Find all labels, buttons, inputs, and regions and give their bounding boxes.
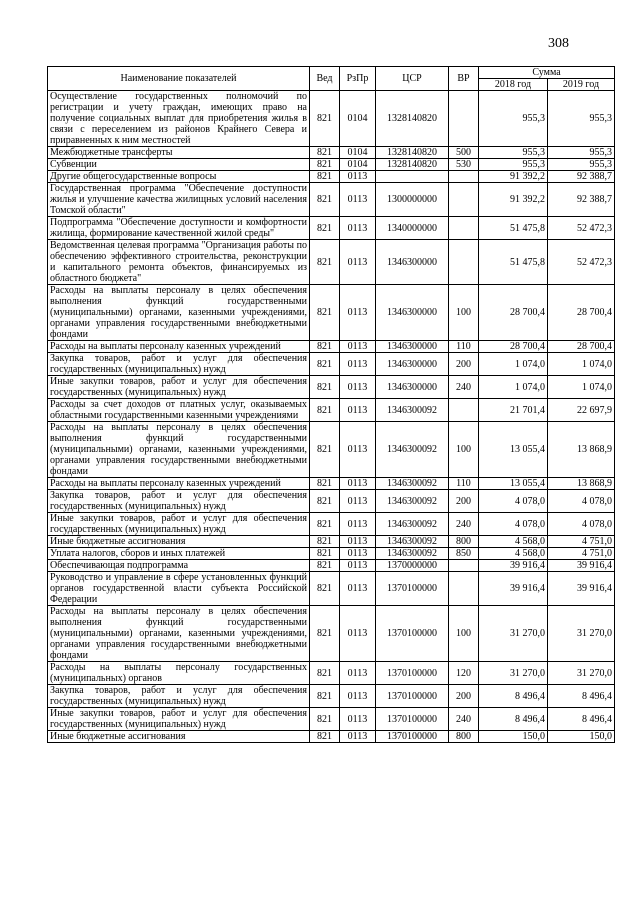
cell-sum-2018: 13 055,4	[479, 422, 548, 478]
cell-ved: 821	[310, 490, 340, 513]
cell-sum-2018: 4 568,0	[479, 548, 548, 560]
cell-rzpr: 0113	[340, 560, 376, 572]
cell-sum-2018: 150,0	[479, 731, 548, 743]
cell-sum-2018: 39 916,4	[479, 560, 548, 572]
cell-ved: 821	[310, 240, 340, 285]
table-row	[48, 91, 615, 147]
cell-vr	[449, 171, 479, 183]
cell-rzpr: 0113	[340, 685, 376, 708]
cell-rzpr: 0113	[340, 548, 376, 560]
cell-ved: 821	[310, 341, 340, 353]
cell-sum-2019: 28 700,4	[548, 285, 615, 341]
cell-sum-2018: 91 392,2	[479, 171, 548, 183]
cell-vr: 240	[449, 708, 479, 731]
cell-sum-2019: 52 472,3	[548, 240, 615, 285]
cell-sum-2019: 31 270,0	[548, 606, 615, 662]
cell-vr	[449, 183, 479, 217]
cell-ved: 821	[310, 560, 340, 572]
cell-sum-2019: 92 388,7	[548, 183, 615, 217]
cell-ved: 821	[310, 536, 340, 548]
cell-csr: 1346300092	[376, 490, 449, 513]
table-row	[48, 171, 615, 183]
table-row	[48, 240, 615, 285]
cell-sum-2018: 28 700,4	[479, 341, 548, 353]
cell-sum-2019: 13 868,9	[548, 422, 615, 478]
header-csr: ЦСР	[376, 67, 449, 91]
cell-csr: 1346300092	[376, 513, 449, 536]
cell-csr: 1328140820	[376, 147, 449, 159]
cell-name: Руководство и управление в сфере установленных функций органов государственной власти субъекта Российской Федерации	[48, 572, 310, 606]
cell-sum-2018: 21 701,4	[479, 399, 548, 422]
table-row	[48, 685, 615, 708]
table-row	[48, 560, 615, 572]
cell-sum-2019: 8 496,4	[548, 708, 615, 731]
cell-name: Ведомственная целевая программа "Организация работы по обеспечению эффективного строительства, реконструкции и капитального ремонта объектов, финансируемых из областного бюджета"	[48, 240, 310, 285]
cell-name: Иные закупки товаров, работ и услуг для обеспечения государственных (муниципальных) нужд	[48, 708, 310, 731]
cell-name: Обеспечивающая подпрограмма	[48, 560, 310, 572]
cell-name: Другие общегосударственные вопросы	[48, 171, 310, 183]
table-row	[48, 662, 615, 685]
cell-rzpr: 0113	[340, 217, 376, 240]
cell-name: Иные закупки товаров, работ и услуг для обеспечения государственных (муниципальных) нужд	[48, 513, 310, 536]
cell-sum-2019: 150,0	[548, 731, 615, 743]
cell-vr	[449, 240, 479, 285]
cell-sum-2019: 955,3	[548, 147, 615, 159]
cell-ved: 821	[310, 731, 340, 743]
cell-sum-2019: 4 751,0	[548, 536, 615, 548]
cell-sum-2019: 955,3	[548, 159, 615, 171]
cell-ved: 821	[310, 548, 340, 560]
cell-name: Иные бюджетные ассигнования	[48, 731, 310, 743]
table-row	[48, 159, 615, 171]
header-year-2019: 2019 год	[548, 79, 615, 91]
cell-csr: 1370100000	[376, 572, 449, 606]
cell-ved: 821	[310, 685, 340, 708]
cell-vr: 200	[449, 685, 479, 708]
cell-csr	[376, 171, 449, 183]
table-row	[48, 147, 615, 159]
cell-name: Расходы на выплаты персоналу в целях обеспечения выполнения функций государственными (муниципальными) органами, казенными учреждениями, органами управления государственными внебюджетными фондами	[48, 285, 310, 341]
cell-csr: 1346300000	[376, 240, 449, 285]
cell-csr: 1346300000	[376, 353, 449, 376]
cell-sum-2019: 1 074,0	[548, 376, 615, 399]
header-name: Наименование показателей	[48, 67, 310, 91]
table-row	[48, 422, 615, 478]
cell-ved: 821	[310, 159, 340, 171]
cell-vr: 110	[449, 341, 479, 353]
cell-csr: 1346300092	[376, 548, 449, 560]
cell-sum-2018: 1 074,0	[479, 353, 548, 376]
cell-vr	[449, 399, 479, 422]
cell-csr: 1346300092	[376, 536, 449, 548]
table-row	[48, 341, 615, 353]
cell-csr: 1346300092	[376, 422, 449, 478]
table-row	[48, 708, 615, 731]
table-row	[48, 217, 615, 240]
cell-csr: 1370100000	[376, 685, 449, 708]
table-row	[48, 536, 615, 548]
cell-sum-2018: 4 568,0	[479, 536, 548, 548]
cell-sum-2018: 4 078,0	[479, 490, 548, 513]
cell-name: Осуществление государственных полномочий по регистрации и учету граждан, имеющих право на получение социальных выплат для приобретения жилья в связи с переселением из районов Крайнего Севера и приравненных к ним местностей	[48, 91, 310, 147]
cell-name: Иные закупки товаров, работ и услуг для обеспечения государственных (муниципальных) нужд	[48, 376, 310, 399]
cell-vr	[449, 91, 479, 147]
cell-csr: 1370100000	[376, 708, 449, 731]
cell-rzpr: 0113	[340, 183, 376, 217]
cell-name: Расходы за счет доходов от платных услуг, оказываемых областными государственными казенными учреждениями	[48, 399, 310, 422]
table-row	[48, 183, 615, 217]
cell-rzpr: 0104	[340, 91, 376, 147]
cell-ved: 821	[310, 171, 340, 183]
cell-ved: 821	[310, 422, 340, 478]
cell-sum-2019: 4 751,0	[548, 548, 615, 560]
cell-rzpr: 0113	[340, 376, 376, 399]
cell-csr: 1346300092	[376, 478, 449, 490]
cell-rzpr: 0113	[340, 513, 376, 536]
cell-rzpr: 0113	[340, 353, 376, 376]
cell-sum-2018: 51 475,8	[479, 217, 548, 240]
header-ved: Вед	[310, 67, 340, 91]
cell-name: Закупка товаров, работ и услуг для обеспечения государственных (муниципальных) нужд	[48, 490, 310, 513]
cell-sum-2019: 4 078,0	[548, 513, 615, 536]
cell-ved: 821	[310, 513, 340, 536]
table-row	[48, 548, 615, 560]
table-row	[48, 478, 615, 490]
cell-rzpr: 0113	[340, 240, 376, 285]
table-row	[48, 399, 615, 422]
table-row	[48, 513, 615, 536]
cell-ved: 821	[310, 147, 340, 159]
cell-csr: 1370000000	[376, 560, 449, 572]
cell-name: Расходы на выплаты персоналу в целях обеспечения выполнения функций государственными (муниципальными) органами, казенными учреждениями, органами управления государственными внебюджетными фондами	[48, 422, 310, 478]
cell-ved: 821	[310, 217, 340, 240]
cell-rzpr: 0104	[340, 159, 376, 171]
cell-vr: 530	[449, 159, 479, 171]
cell-name: Расходы на выплаты персоналу в целях обеспечения выполнения функций государственными (муниципальными) органами, казенными учреждениями, органами управления государственными внебюджетными фондами	[48, 606, 310, 662]
header-vr: ВР	[449, 67, 479, 91]
cell-sum-2018: 8 496,4	[479, 708, 548, 731]
cell-csr: 1370100000	[376, 731, 449, 743]
cell-sum-2019: 4 078,0	[548, 490, 615, 513]
cell-sum-2019: 92 388,7	[548, 171, 615, 183]
cell-csr: 1346300000	[376, 341, 449, 353]
cell-sum-2019: 52 472,3	[548, 217, 615, 240]
cell-sum-2018: 1 074,0	[479, 376, 548, 399]
cell-name: Расходы на выплаты персоналу казенных учреждений	[48, 341, 310, 353]
header-rzpr: РзПр	[340, 67, 376, 91]
cell-ved: 821	[310, 285, 340, 341]
cell-vr: 240	[449, 376, 479, 399]
cell-ved: 821	[310, 376, 340, 399]
cell-sum-2019: 39 916,4	[548, 572, 615, 606]
cell-vr: 200	[449, 490, 479, 513]
cell-rzpr: 0113	[340, 490, 376, 513]
cell-csr: 1370100000	[376, 662, 449, 685]
cell-csr: 1346300092	[376, 399, 449, 422]
table-row	[48, 376, 615, 399]
cell-sum-2018: 955,3	[479, 147, 548, 159]
cell-vr	[449, 560, 479, 572]
cell-sum-2019: 39 916,4	[548, 560, 615, 572]
cell-sum-2018: 955,3	[479, 159, 548, 171]
cell-vr: 200	[449, 353, 479, 376]
cell-vr: 800	[449, 536, 479, 548]
cell-rzpr: 0113	[340, 708, 376, 731]
cell-name: Подпрограмма "Обеспечение доступности и комфортности жилища, формирование качественной жилой среды"	[48, 217, 310, 240]
table-header	[48, 67, 615, 91]
cell-vr: 100	[449, 606, 479, 662]
cell-name: Закупка товаров, работ и услуг для обеспечения государственных (муниципальных) нужд	[48, 685, 310, 708]
cell-csr: 1370100000	[376, 606, 449, 662]
cell-rzpr: 0104	[340, 147, 376, 159]
cell-ved: 821	[310, 183, 340, 217]
table-row	[48, 572, 615, 606]
cell-name: Иные бюджетные ассигнования	[48, 536, 310, 548]
cell-sum-2018: 39 916,4	[479, 572, 548, 606]
cell-rzpr: 0113	[340, 536, 376, 548]
page-number: 308	[548, 36, 569, 51]
cell-name: Государственная программа "Обеспечение доступности жилья и улучшение качества жилищных условий населения Томской области"	[48, 183, 310, 217]
cell-sum-2018: 28 700,4	[479, 285, 548, 341]
cell-name: Субвенции	[48, 159, 310, 171]
table-row	[48, 731, 615, 743]
table-body	[48, 91, 615, 743]
cell-vr: 850	[449, 548, 479, 560]
cell-vr: 500	[449, 147, 479, 159]
cell-sum-2019: 13 868,9	[548, 478, 615, 490]
cell-rzpr: 0113	[340, 341, 376, 353]
cell-rzpr: 0113	[340, 662, 376, 685]
cell-sum-2018: 31 270,0	[479, 606, 548, 662]
cell-ved: 821	[310, 572, 340, 606]
cell-name: Расходы на выплаты персоналу государственных (муниципальных) органов	[48, 662, 310, 685]
cell-sum-2018: 31 270,0	[479, 662, 548, 685]
cell-vr: 100	[449, 422, 479, 478]
cell-sum-2018: 91 392,2	[479, 183, 548, 217]
cell-sum-2018: 955,3	[479, 91, 548, 147]
budget-table	[47, 66, 615, 743]
cell-vr: 120	[449, 662, 479, 685]
cell-rzpr: 0113	[340, 731, 376, 743]
cell-sum-2019: 1 074,0	[548, 353, 615, 376]
cell-ved: 821	[310, 478, 340, 490]
cell-csr: 1346300000	[376, 285, 449, 341]
header-year-2018: 2018 год	[479, 79, 548, 91]
cell-vr: 100	[449, 285, 479, 341]
table-row	[48, 490, 615, 513]
cell-rzpr: 0113	[340, 399, 376, 422]
cell-rzpr: 0113	[340, 422, 376, 478]
cell-rzpr: 0113	[340, 285, 376, 341]
cell-rzpr: 0113	[340, 572, 376, 606]
cell-name: Расходы на выплаты персоналу казенных учреждений	[48, 478, 310, 490]
cell-vr: 240	[449, 513, 479, 536]
cell-ved: 821	[310, 606, 340, 662]
cell-sum-2018: 4 078,0	[479, 513, 548, 536]
cell-sum-2018: 8 496,4	[479, 685, 548, 708]
cell-sum-2019: 22 697,9	[548, 399, 615, 422]
cell-csr: 1328140820	[376, 159, 449, 171]
cell-sum-2019: 955,3	[548, 91, 615, 147]
cell-vr: 110	[449, 478, 479, 490]
table-row	[48, 606, 615, 662]
table-row	[48, 285, 615, 341]
header-sum: Сумма	[479, 67, 615, 79]
cell-ved: 821	[310, 353, 340, 376]
cell-csr: 1346300000	[376, 376, 449, 399]
cell-rzpr: 0113	[340, 606, 376, 662]
cell-csr: 1340000000	[376, 217, 449, 240]
cell-csr: 1300000000	[376, 183, 449, 217]
cell-ved: 821	[310, 91, 340, 147]
cell-sum-2019: 31 270,0	[548, 662, 615, 685]
cell-name: Закупка товаров, работ и услуг для обеспечения государственных (муниципальных) нужд	[48, 353, 310, 376]
table-row	[48, 353, 615, 376]
cell-ved: 821	[310, 399, 340, 422]
cell-sum-2019: 8 496,4	[548, 685, 615, 708]
cell-ved: 821	[310, 708, 340, 731]
cell-ved: 821	[310, 662, 340, 685]
cell-vr: 800	[449, 731, 479, 743]
cell-name: Межбюджетные трансферты	[48, 147, 310, 159]
cell-rzpr: 0113	[340, 171, 376, 183]
cell-csr: 1328140820	[376, 91, 449, 147]
cell-vr	[449, 572, 479, 606]
cell-sum-2018: 51 475,8	[479, 240, 548, 285]
cell-sum-2018: 13 055,4	[479, 478, 548, 490]
cell-vr	[449, 217, 479, 240]
cell-name: Уплата налогов, сборов и иных платежей	[48, 548, 310, 560]
cell-sum-2019: 28 700,4	[548, 341, 615, 353]
cell-rzpr: 0113	[340, 478, 376, 490]
